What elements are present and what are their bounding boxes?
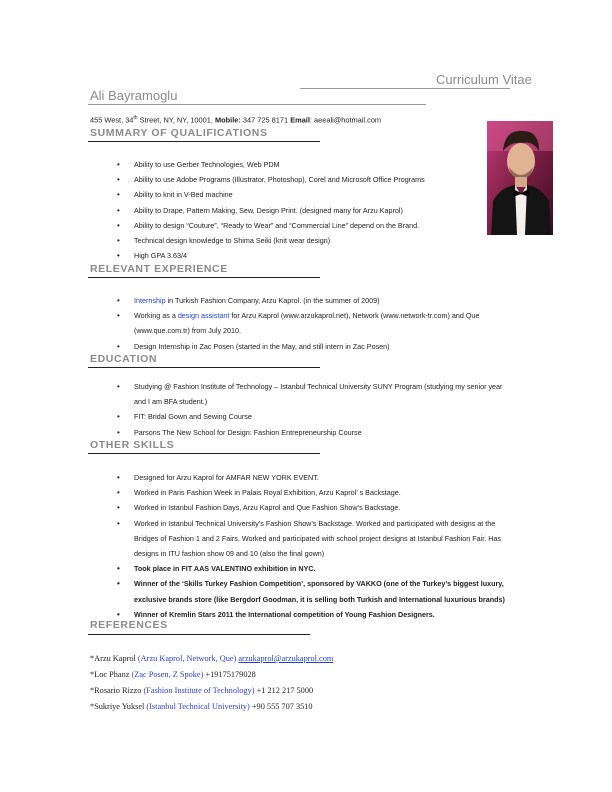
reference-name: *Sukriye Yuksel [90, 702, 147, 711]
list-item: • Ability to knit in V-Bed machine [117, 187, 477, 202]
address: 455 West, 34 [90, 115, 134, 125]
reference-item [90, 702, 313, 711]
cv-title: Curriculum Vitae [436, 72, 532, 87]
reference-affiliation: (Zac Posen, Z Spoke) [131, 670, 206, 679]
address-suffix: th [133, 115, 138, 121]
reference-affiliation: (Arzu Kaprol, Network, Que) [137, 654, 239, 663]
mobile-value: 347 725 8171 [240, 115, 291, 125]
item-text: Working as a [134, 311, 178, 321]
reference-name: *Loc Phanz [90, 670, 132, 679]
list-item [117, 379, 537, 409]
list-item-gpa: • High GPA 3.63/4 [117, 248, 477, 263]
reference-phone: +19175179028 [205, 670, 256, 679]
education-list [117, 379, 537, 440]
reference-affiliation: (Istanbul Technical University) [146, 702, 252, 711]
item-text: in Turkish Fashion Company, Arzu Kaprol. (in the summer of 2009) [165, 296, 380, 305]
item-text: for Arzu Kaprol (www.arzukaprol.net), Network (www.network-tr.com) and Que [229, 311, 480, 321]
section-rule-summary [88, 141, 320, 142]
section-rule-experience [88, 277, 320, 278]
list-item: • FIT: Bridal Gown and Sewing Course [117, 409, 537, 424]
name-rule [88, 104, 426, 105]
list-item: • Ability to use Adobe Programs (Illustrator, Photoshop), Corel and Microsoft Office Programs [117, 172, 477, 187]
list-item-highlight [117, 576, 537, 606]
reference-name: *Rosario Rizzo [90, 686, 144, 695]
skills-list [117, 470, 537, 622]
reference-email-link[interactable]: arzukaprol@arzukaprol.com [238, 654, 334, 663]
reference-item [90, 670, 256, 679]
section-heading-summary: SUMMARY OF QUALIFICATIONS [90, 127, 268, 139]
experience-list [117, 293, 497, 354]
item-text-continued: exclusive brands store (like Bergdorf Goodman, it is selling both Turkish and International luxurious brands) [134, 594, 505, 604]
section-rule-education [88, 367, 320, 368]
section-heading-experience: RELEVANT EXPERIENCE [90, 263, 228, 275]
list-item: • Ability to design “Couture”, “Ready to Wear” and “Commercial Line” depend on the Brand. [117, 218, 477, 233]
section-rule-skills [88, 453, 320, 454]
item-text-continued: and I am BFA student.) [134, 397, 208, 407]
reference-affiliation: (Fashion Institute of Technology) [143, 686, 257, 695]
list-item: • Designed for Arzu Kaprol for AMFAR NEW YORK EVENT. [117, 470, 537, 485]
section-heading-skills: OTHER SKILLS [90, 439, 175, 451]
item-text: Winner of the ‘Skills Turkey Fashion Competition’, sponsored by VAKKO (one of the Turkey’s biggest luxury, [134, 579, 504, 589]
section-heading-education: EDUCATION [90, 353, 158, 365]
reference-phone: +90 555 707 3510 [251, 702, 313, 711]
list-item: • Design Internship in Zac Posen (started in the May, and still intern in Zac Posen) [117, 339, 497, 354]
list-item: • Ability to Drape, Pattern Making, Sew, Design Print. (designed many for Arzu Kaprol) [117, 203, 477, 218]
list-item [117, 293, 497, 308]
cv-title-rule [300, 88, 510, 89]
address-rest: Street, NY, NY, 10001, [137, 115, 215, 125]
reference-name: *Arzu Kaprol [90, 654, 138, 663]
summary-list [117, 157, 477, 263]
list-item: • Technical design knowledge to Shima Seiki (knit wear design) [117, 233, 477, 248]
highlight-text: design assistant [177, 311, 230, 321]
list-item [117, 516, 537, 562]
email-label: Email [290, 115, 310, 125]
section-heading-references: REFERENCES [90, 619, 168, 631]
list-item: • Worked in Paris Fashion Week in Palais Royal Exhibition, Arzu Kaprol’ s Backstage. [117, 485, 537, 500]
list-item: • Parsons The New School for Design: Fashion Entrepreneurship Course [117, 425, 537, 440]
item-text-continued: (www.que.com.tr) from July 2010. [134, 326, 242, 336]
list-item: • Worked in Istanbul Fashion Days, Arzu Kaprol and Que Fashion Show’s Backstage. [117, 500, 537, 515]
mobile-label: Mobile: [214, 115, 241, 125]
list-item: • Ability to use Gerber Technologies, Web PDM [117, 157, 477, 172]
item-text: Studying @ Fashion Institute of Technology – Istanbul Technical University SUNY Program (studying my senior year [134, 382, 503, 391]
item-text-continued: designs in ITU fashion show 09 and 10 (also the final gown) [134, 549, 325, 559]
email-value: : aeeali@hotmail.com [309, 115, 382, 125]
list-item [117, 308, 497, 338]
reference-phone: +1 212 217 5000 [256, 686, 314, 695]
profile-photo [487, 121, 553, 235]
candidate-name: Ali Bayramoglu [90, 88, 178, 103]
reference-item [90, 686, 313, 695]
highlight-text: Internship [134, 296, 166, 305]
item-text: Worked in Istanbul Technical University’s Fashion Show’s Backstage. Worked and participated with designs at the [134, 518, 496, 528]
contact-line [90, 115, 381, 124]
list-item-highlight: • Winner of Kremlin Stars 2011 the International competition of Young Fashion Designers. [117, 607, 537, 622]
section-rule-references [88, 634, 310, 635]
reference-item [90, 654, 333, 663]
item-text-continued: Bridges of Fashion 1 and 2 Fairs. Worked and participated with school project designs at Istanbul Fashion Fair. Has [134, 533, 502, 543]
list-item-highlight: • Took place in FIT AAS VALENTINO exhibition in NYC. [117, 561, 537, 576]
